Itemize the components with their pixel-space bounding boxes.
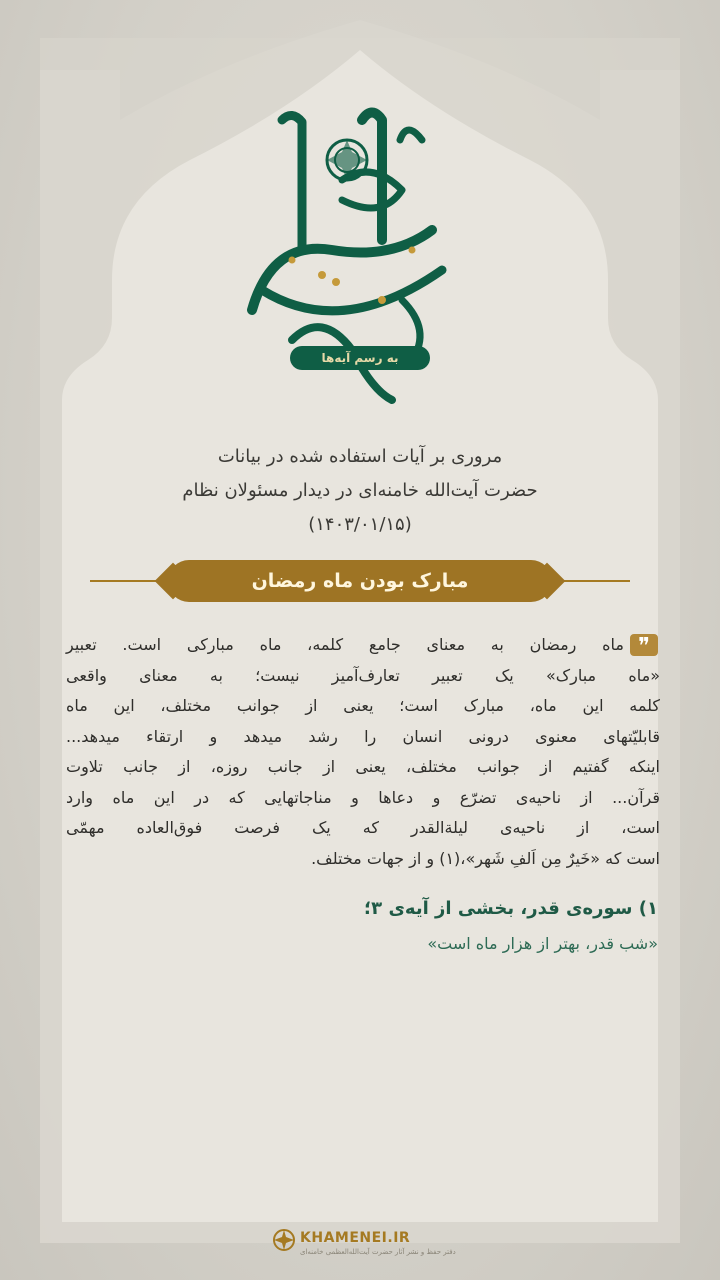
footnote-text: «شب قدر، بهتر از هزار ماه است» xyxy=(427,934,658,953)
quote-body xyxy=(66,630,660,874)
logo-badge: به رسم آیه‌ها xyxy=(290,346,430,370)
intro-block xyxy=(62,440,658,542)
main-panel xyxy=(62,0,658,1280)
quote-line: است، از ناحیه‌ی لیلة‌القدر که یک فرصت فوق‌العاده مهمّی xyxy=(66,818,660,837)
quote-line: قابلیّتهای معنوی درونی انسان را رشد میدهد و ارتقاء میدهد... xyxy=(66,726,660,746)
quote-line: قرآن... از ناحیه‌ی تضرّع و دعاها و مناجاتهایی که در این ماه وارد xyxy=(66,787,660,807)
khamenei-emblem-icon xyxy=(272,1228,296,1252)
quote-line: ماه رمضان به معنای جامع کلمه، ماه مبارکی است. تعبیر xyxy=(66,635,624,654)
intro-line-1: مروری بر آیات استفاده شده در بیانات xyxy=(217,446,503,467)
quote-line: کلمه این ماه، مبارک است؛ یعنی از جوانب مختلف، این ماه xyxy=(66,696,660,715)
footer-subtitle: دفتر حفظ و نشر آثار حضرت آیت‌الله‌العظمی خامنه‌ای xyxy=(300,1248,456,1256)
intro-date: (۱۴۰۳/۰۱/۱۵) xyxy=(308,514,412,535)
section-title-banner xyxy=(168,560,552,602)
intro-line-2: حضرت آیت‌الله خامنه‌ای در دیدار مسئولان نظام xyxy=(182,480,538,501)
footer-brand-link[interactable] xyxy=(270,1226,456,1260)
banner-divider-left xyxy=(90,580,160,582)
quote-line: اینکه گفتیم از جوانب مختلف، یعنی از جانب روزه، از جانب تلاوت xyxy=(66,757,660,776)
footer-brand: KHAMENEI.IR xyxy=(300,1230,411,1246)
quote-line: «ماه مبارک» یک تعبیر تعارف‌آمیز نیست؛ به معنای واقعی xyxy=(66,665,660,685)
section-title: مبارک بودن ماه رمضان xyxy=(251,570,469,592)
quote-icon: ❞ xyxy=(630,634,658,656)
footnote-title: ۱) سوره‌ی قدر، بخشی از آیه‌ی ۳؛ xyxy=(363,898,658,919)
quote-line: است که «خَیرٌ مِن اَلفِ شَهر»،(۱) و از جهات مختلف. xyxy=(311,848,660,868)
banner-divider-right xyxy=(560,580,630,582)
